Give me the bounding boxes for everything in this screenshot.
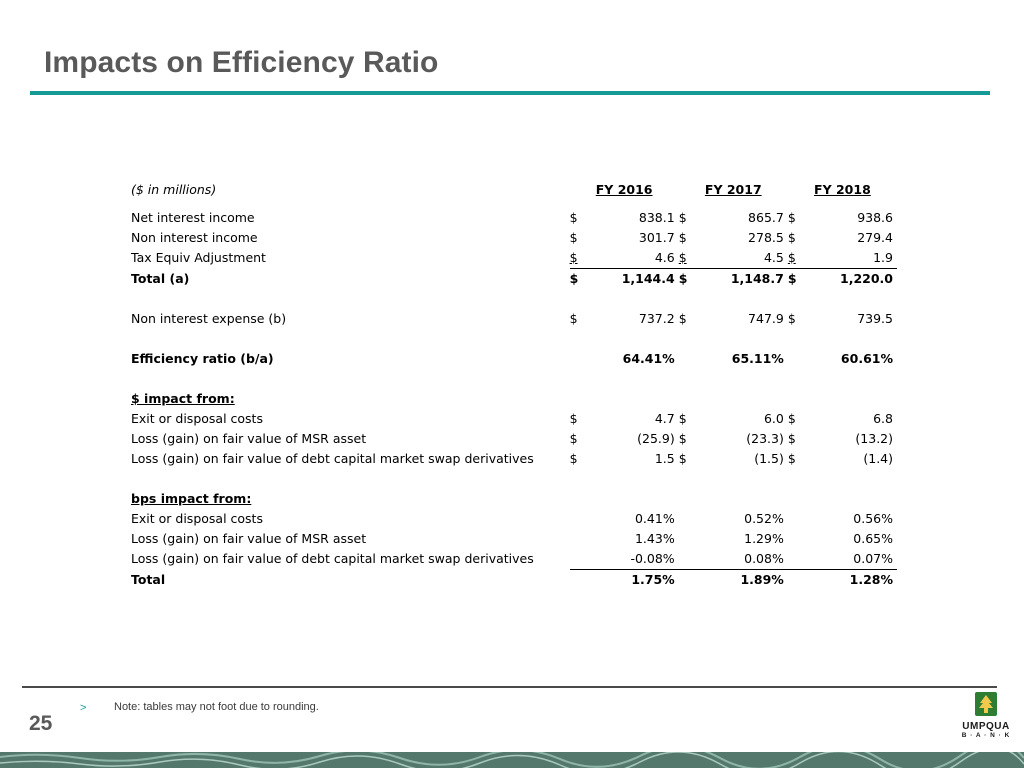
table-row: Loss (gain) on fair value of debt capital market swap derivatives -0.08% 0.08% 0.07% — [131, 551, 893, 567]
wave-pattern-icon — [0, 752, 1024, 768]
column-header-fy2016: FY 2016 — [595, 182, 653, 197]
table-header-row — [127, 180, 897, 200]
table-row-total: Total (a) $ 1,144.4 $ 1,148.7 $ 1,220.0 — [127, 269, 897, 290]
efficiency-ratio-table — [127, 180, 897, 590]
footnote: Note: tables may not foot due to rounding. — [114, 701, 319, 713]
table-row: Exit or disposal costs 0.41% 0.52% 0.56% — [131, 511, 893, 526]
table-row: Exit or disposal costs $ 4.7 $ 6.0 $ 6.8 — [131, 411, 893, 426]
section-heading: bps impact from: — [131, 491, 252, 506]
table-row: Loss (gain) on fair value of MSR asset $ (25.9) $ (23.3) $ (13.2) — [131, 431, 893, 446]
column-header-fy2018: FY 2018 — [814, 182, 871, 197]
page-title: Impacts on Efficiency Ratio — [44, 46, 439, 79]
table-row: Non interest expense (b) $ 737.2 $ 747.9 $ 739.5 — [131, 311, 893, 326]
umpqua-logo — [956, 692, 1016, 748]
table-row: Net interest income $ 838.1 $ 865.7 $ 938.6 — [131, 210, 893, 225]
table-row: Tax Equiv Adjustment $ 4.6 $ 4.5 $ 1.9 — [131, 250, 893, 266]
table-row-total: Total 1.75% 1.89% 1.28% — [127, 570, 897, 591]
title-divider — [30, 91, 990, 95]
table-row: Loss (gain) on fair value of debt capital market swap derivatives $ 1.5 $ (1.5) $ (1.4) — [131, 451, 893, 466]
table-caption: ($ in millions) — [131, 182, 217, 197]
footer-divider — [22, 686, 997, 688]
page-number: 25 — [29, 712, 53, 735]
bullet-icon: > — [80, 702, 87, 714]
section-heading: $ impact from: — [131, 391, 235, 406]
table-row-efficiency: Efficiency ratio (b/a) 64.41% 65.11% 60.61% — [131, 351, 893, 366]
decorative-footer-band — [0, 752, 1024, 768]
logo-subtitle: B · A · N · K — [961, 732, 1011, 739]
table-row: Non interest income $ 301.7 $ 278.5 $ 279.4 — [131, 230, 893, 245]
table-row: Loss (gain) on fair value of MSR asset 1.43% 1.29% 0.65% — [131, 531, 893, 546]
column-header-fy2017: FY 2017 — [704, 182, 762, 197]
tree-icon — [975, 692, 997, 716]
logo-wordmark: UMPQUA — [962, 721, 1010, 732]
